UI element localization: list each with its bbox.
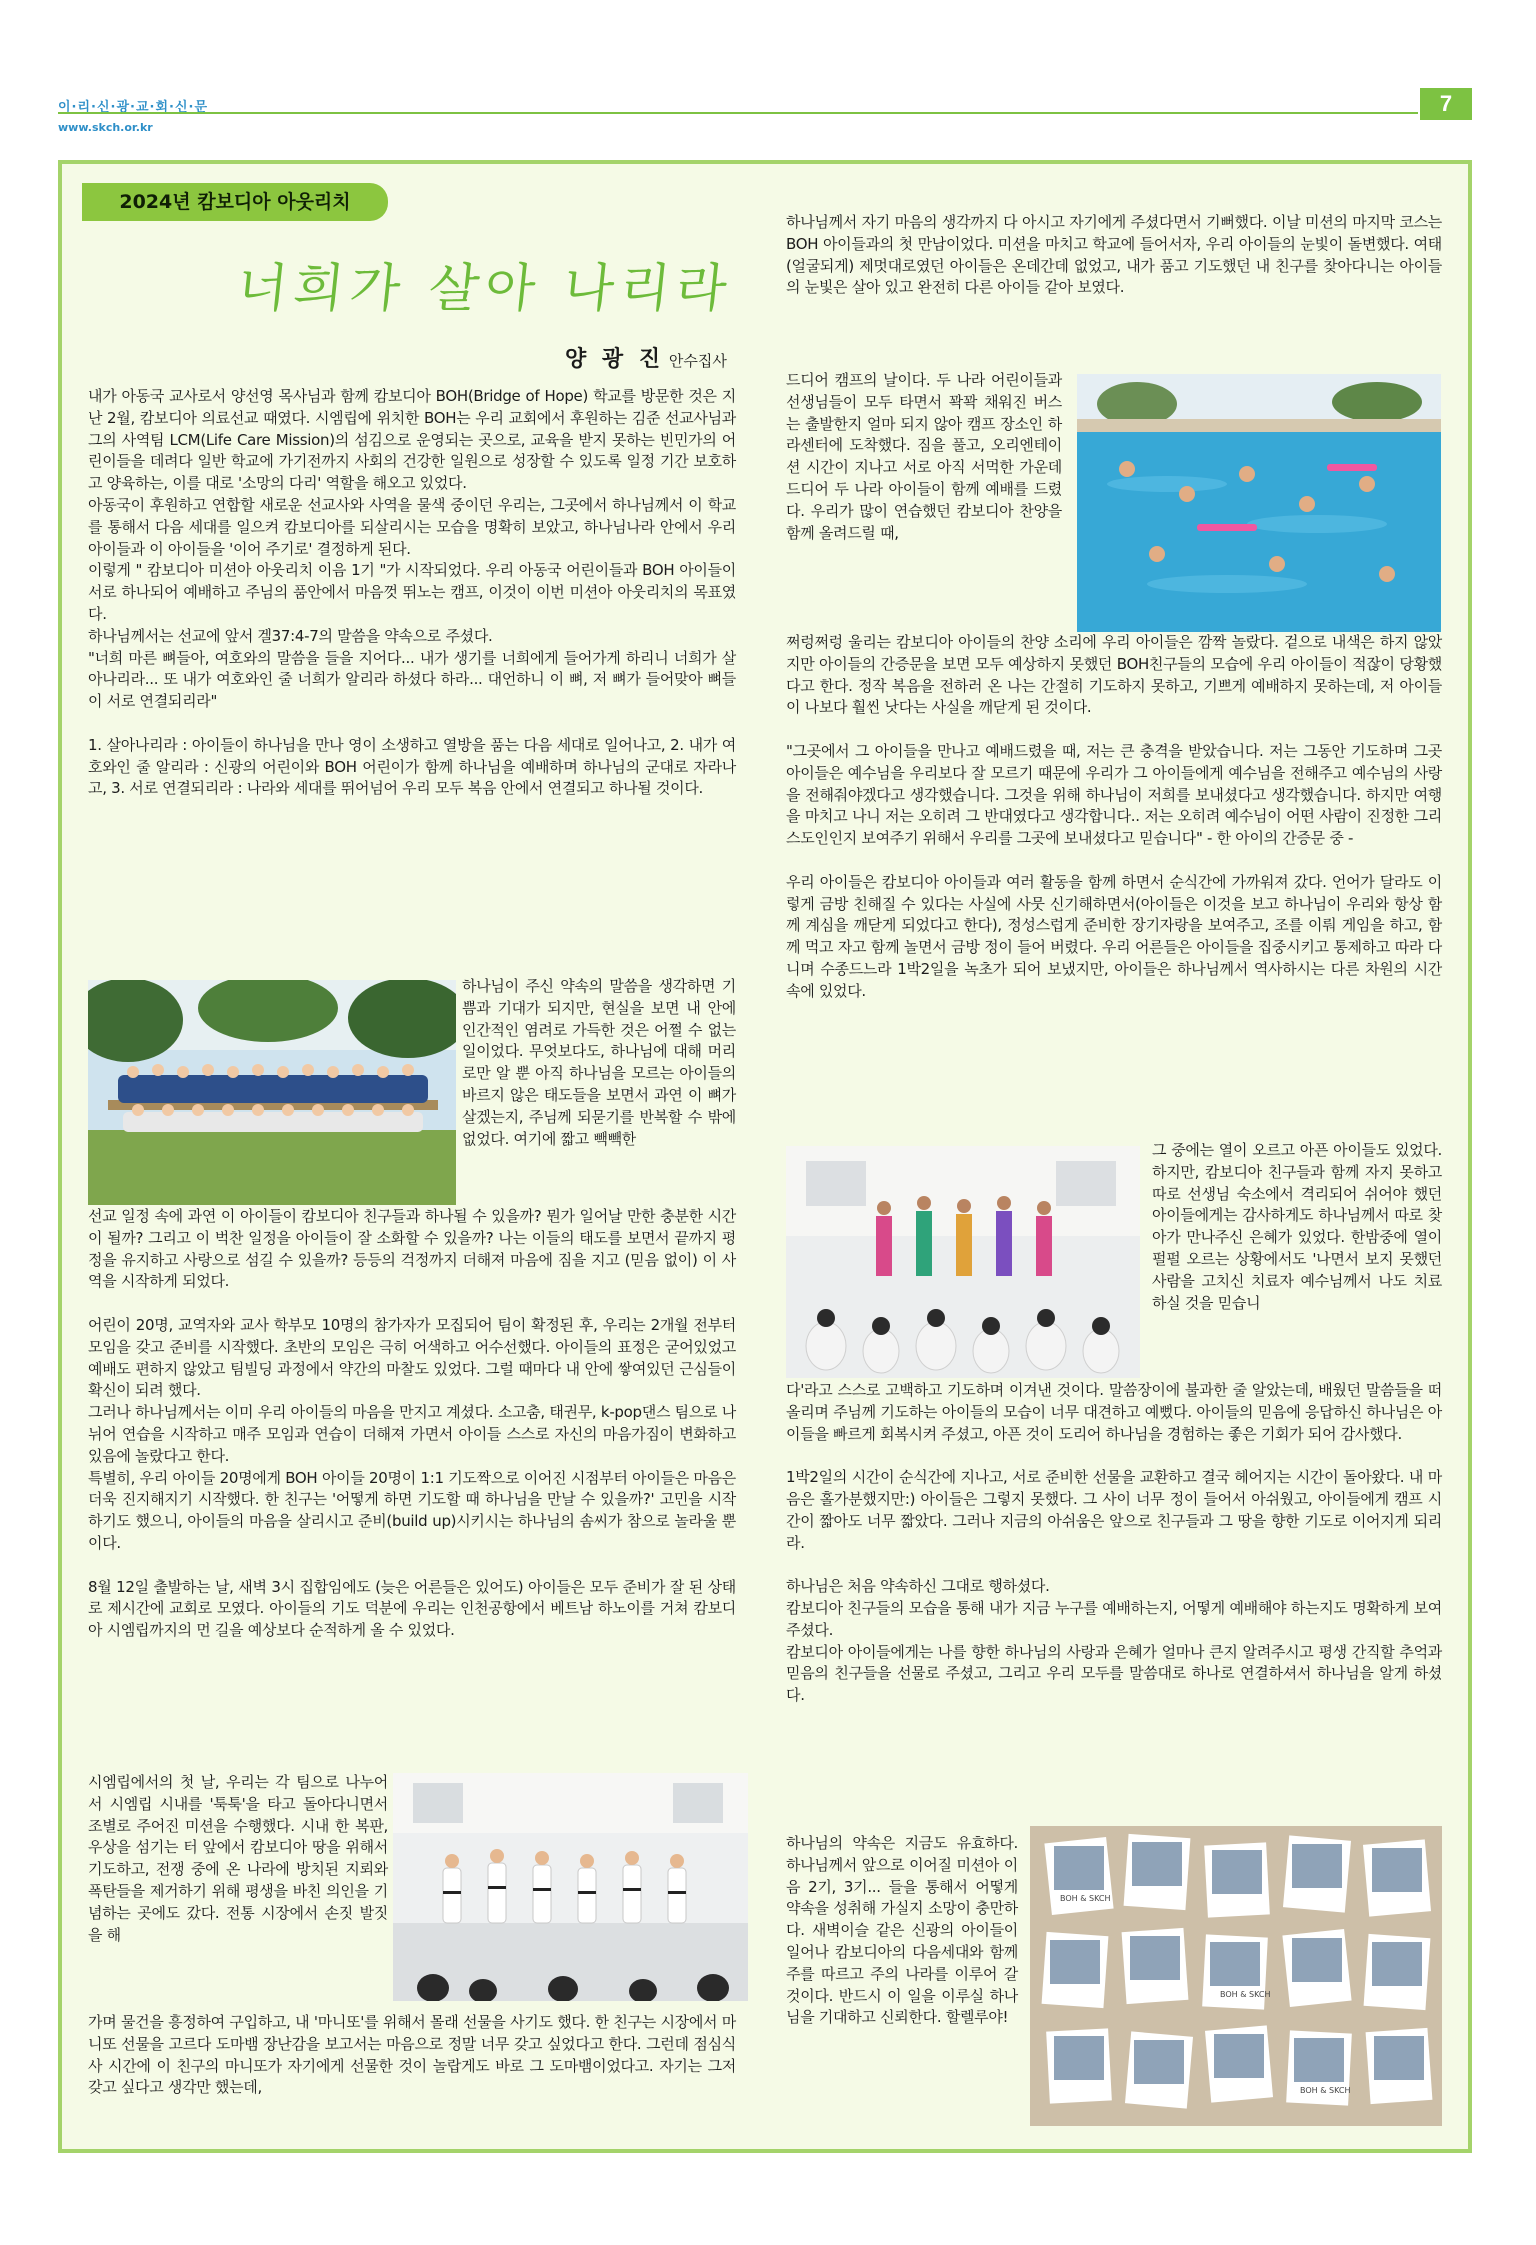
paragraph: 하나님의 약속은 지금도 유효하다. 하나님께서 앞으로 이어질 미션아 이음 2기, 3기... 들을 통해서 어떻게 약속을 성취해 가실지 소망이 충만하다. 새벽이슬 같은 신광의 아이들이 일어나 캄보디아의 다음세대와 함께 주를 따르고 주의 나라를 이루어 갈 것이다. 반드시 이 일을 이루실 하나님을 기대하고 신뢰한다. 할렐루야!: [786, 1834, 1018, 2027]
paragraph: 드디어 캠프의 날이다. 두 나라 어린이들과 선생님들이 모두 타면서 꽉꽉 채워진 버스는 출발한지 얼마 되지 않아 캠프 장소인 하라센터에 도착했다. 짐을 풀고, 오리엔테이션 시간이 지나고 서로 아직 서먹한 가운데 드디어 두 나라 아이들이 함께 예배를 드렸다. 우리가 많이 연습했던 캄보디아 찬양을 함께 올려드릴 때,: [786, 371, 1062, 542]
col1-bottom: [88, 2012, 736, 2099]
paragraph: 그 중에는 열이 오르고 아픈 아이들도 있었다. 하지만, 캄보디아 친구들과 함께 자지 못하고 따로 선생님 숙소에서 격리되어 쉬어야 했던 아이들에게는 감사하게도 하나님께서 따로 찾아가 만나주신 은혜가 있었다. 한밤중에 열이 펄펄 오르는 상황에서도 '나면서 보지 못했던 사람을 고치신 치료자 예수님께서 나도 치료하실 것을 믿습니: [1152, 1141, 1442, 1312]
paragraph: 캄보디아 아이들에게는 나를 향한 하나님의 사랑과 은혜가 얼마나 큰지 알려주시고 평생 간직할 추억과 믿음의 친구들을 선물로 주셨고, 그리고 우리 모두를 말씀대로 하나로 연결하셔서 하나님을 알게 하셨다.: [786, 1642, 1442, 1705]
paragraph: 8월 12일 출발하는 날, 새벽 3시 집합임에도 (늦은 어른들은 있어도) 아이들은 모두 준비가 잘 된 상태로 제시간에 교회로 모였다. 아이들의 기도 덕분에 우리는 인천공항에서 베트남 하노이를 거쳐 캄보디아 시엠립까지의 먼 길을 예상보다 순적하게 올 수 있었다.: [88, 1577, 736, 1640]
col2-after-pool-photo: [786, 632, 1442, 1003]
paragraph: 1. 살아나리라 : 아이들이 하나님을 만나 영이 소생하고 열방을 품는 다음 세대로 일어나고, 2. 내가 여호와인 줄 알리라 : 신광의 어린이와 BOH 어린이가 함께 하나님을 예배하며 하나님의 군대로 자라나고, 3. 서로 연결되리라 : 나라와 세대를 뛰어넘어 우리 모두 복음 안에서 연결되고 하나될 것이다.: [88, 735, 736, 798]
author-role: 안수집사: [668, 352, 727, 370]
paragraph: 1박2일의 시간이 순식간에 지나고, 서로 준비한 선물을 교환하고 결국 헤어지는 시간이 돌아왔다. 내 마음은 홀가분했지만:) 아이들은 그렇지 못했다. 그 사이 너무 정이 들어서 아쉬웠고, 아이들에게 캠프 시간이 짧아도 너무 짧았다. 그러나 지금의 아쉬움은 앞으로 친구들과 그 땅을 향한 기도로 이어지게 되리라.: [786, 1468, 1442, 1552]
pool-photo: [1077, 374, 1441, 632]
paragraph: 하나님께서는 선교에 앞서 겔37:4-7의 말씀을 약속으로 주셨다.: [88, 626, 493, 645]
col1-middle: [88, 1206, 736, 1642]
col2-beside-pool-photo: [786, 370, 1062, 544]
paragraph: 내가 아동국 교사로서 양선영 목사님과 함께 캄보디아 BOH(Bridge of Hope) 학교를 방문한 것은 지난 2월, 캄보디아 의료선교 때였다. 시엠립에 위치한 BOH는 우리 교회에서 후원하는 김준 선교사님과 그의 사역팀 LCM(Life Care Mission)의 섬김으로 운영되는 곳으로, 교육을 받지 못하는 빈민가의 어린이들을 데려다 일반 학교에 가기전까지 사회의 건강한 일원으로 성장할 수 있도록 일정 기간 보호하고 양육하는, 이를 대로 '소망의 다리' 역할을 해오고 있었다.: [88, 387, 736, 493]
paragraph: 어린이 20명, 교역자와 교사 학부모 10명의 참가자가 모집되어 팀이 확정된 후, 우리는 2개월 전부터 모임을 갖고 준비를 시작했다. 초반의 모임은 극히 어색하고 어수선했다. 아이들의 표정은 굳어있었고 예배도 편하지 않았고 팀빌딩 과정에서 약간의 마찰도 있었다. 그럴 때마다 내 안에 쌓여있던 근심들이 확신이 되려 했다.: [88, 1315, 736, 1400]
paragraph: 아동국이 후원하고 연합할 새로운 선교사와 사역을 물색 중이던 우리는, 그곳에서 하나님께서 이 학교를 통해서 다음 세대를 일으켜 캄보디아를 되살리시는 모습을 명확히 보았고, 하나님나라 안에서 우리 아이들과 이 아이들을 '이어 주기로' 결정하게 된다.: [88, 495, 736, 558]
polaroid-collage: [1030, 1826, 1442, 2126]
paragraph: 하나님께서 자기 마음의 생각까지 다 아시고 자기에게 주셨다면서 기뻐했다. 이날 미션의 마지막 코스는 BOH 아이들과의 첫 만남이었다. 미션을 마치고 학교에 들어서자, 우리 아이들의 눈빛이 돌변했다. 여태 (얼굴되게) 제멋대로였던 아이들은 온데간데 없었고, 내가 품고 기도했던 내 친구를 찾아다니는 아이들의 눈빛은 살아 있고 완전히 다른 아이들 같아 보였다.: [786, 213, 1442, 297]
page-number: 7: [1420, 88, 1472, 120]
article-title: 너희가 살아 나리라: [234, 259, 736, 319]
paragraph: 쩌렁쩌렁 울리는 캄보디아 아이들의 찬양 소리에 우리 아이들은 깜짝 놀랐다. 겉으로 내색은 하지 않았지만 아이들의 간증문을 보면 모두 예상하지 못했던 BOH친구들의 모습에 우리 아이들이 적잖이 당황했다고 한다. 정작 복음을 전하러 온 나는 간절히 기도하지 못하고, 기쁘게 예배하지 못하는데, 저 아이들이 나보다 훨씬 낫다는 사실을 깨닫게 된 것이다.: [786, 633, 1442, 717]
paragraph: 우리 아이들은 캄보디아 아이들과 여러 활동을 함께 하면서 순식간에 가까워져 갔다. 언어가 달라도 이렇게 금방 친해질 수 있다는 사실에 사뭇 신기해하면서(아이들은 이것을 보고 하나님이 우리와 항상 함께 계심을 깨닫게 되었다고 한다), 정성스럽게 준비한 장기자랑을 보여주고, 조를 이뤄 게임을 하고, 함께 먹고 자고 함께 놀면서 금방 정이 들어 버렸다. 우리 어른들은 아이들을 집중시키고 통제하고 따라 다니며 수종드느라 1박2일을 녹초가 되어 보냈지만, 아이들은 하나님께서 역사하시는 다른 차원의 시간 속에 있었다.: [786, 872, 1442, 1000]
paragraph: 선교 일정 속에 과연 이 아이들이 캄보디아 친구들과 하나될 수 있을까? 뭔가 일어날 만한 충분한 시간이 될까? 그리고 이 벅찬 일정을 아이들이 잘 소화할 수 있을까? 나는 이들의 태도를 보면서 끝까지 평정을 유지하고 사랑으로 섬길 수 있을까? 등등의 걱정까지 더해져 마음에 짐을 지고 (믿음 없이) 이 사역을 시작하게 되었다.: [88, 1207, 736, 1291]
header-divider: [58, 112, 1418, 114]
polaroid-caption: BOH & SKCH: [1300, 2086, 1351, 2095]
publication-name: 이·리·신·광·교·회·신·문: [58, 100, 209, 115]
paragraph: 가며 물건을 흥정하여 구입하고, 내 '마니또'를 위해서 몰래 선물을 사기도 했다. 한 친구는 시장에서 마니또 선물을 고르다 도마뱀 장난감을 보고서는 마음으로 정말 너무 갖고 싶었다고 한다. 그런데 점심식사 시간에 이 친구의 마니또가 자기에게 선물한 것이 놀랍게도 바로 그 도마뱀이었다고. 자기는 그저 갖고 싶다고 생각만 했는데,: [88, 2013, 736, 2097]
author-name: 양 광 진: [565, 347, 665, 372]
paragraph: 그러나 하나님께서는 이미 우리 아이들의 마음을 만지고 계셨다. 소고춤, 태권무, k-pop댄스 팀으로 나뉘어 연습을 시작하고 매주 모임과 연습이 더해져 가면서 아이들 스스로 자신의 마음가짐이 변화하고 있음에 놀랐다고 한다.: [88, 1403, 736, 1465]
col2-beside-dance-photo: [1152, 1140, 1442, 1314]
paragraph: 다'라고 스스로 고백하고 기도하며 이겨낸 것이다. 말씀장이에 불과한 줄 알았는데, 배웠던 말씀들을 떠올리며 주님께 기도하는 아이들의 모습이 너무 대견하고 예뻤다. 아이들의 믿음에 응답하신 하나님은 아이들을 빠르게 회복시켜 주셨고, 아픈 것이 도리어 하나님을 경험하는 좋은 기회가 되어 감사했다.: [786, 1381, 1442, 1443]
paragraph: 특별히, 우리 아이들 20명에게 BOH 아이들 20명이 1:1 기도짝으로 이어진 시점부터 아이들은 마음은 더욱 진지해지기 시작했다. 한 친구는 '어떻게 하면 기도할 때 하나님을 만날 수 있을까?' 고민을 시작하기도 했으니, 아이들의 마음을 살리시고 준비(build up)시키시는 하나님의 솜씨가 참으로 놀라울 뿐이다.: [88, 1468, 736, 1552]
col1-beside-taekwondo-photo: [88, 1772, 388, 1946]
taekwondo-photo: [393, 1773, 748, 2001]
group-photo: [88, 980, 456, 1205]
scripture-quote: "너희 마른 뼈들아, 여호와의 말씀을 들을 지어다... 내가 생기를 너희에게 들어가게 하리니 너희가 살아나리라... 또 내가 여호와인 줄 너희가 알리라 하셨다 하라... 대언하니 이 뼈, 저 뼈가 들어맞아 뼈들이 서로 연결되리라": [88, 648, 736, 711]
author-byline: [565, 342, 727, 373]
col2-intro: [786, 212, 1442, 299]
paragraph: 캄보디아 친구들의 모습을 통해 내가 지금 누구를 예배하는지, 어떻게 예배해야 하는지도 명확하게 보여주셨다.: [786, 1598, 1442, 1639]
col1-intro: [88, 386, 736, 800]
polaroid-caption: BOH & SKCH: [1220, 1990, 1271, 1999]
publication-url[interactable]: www.skch.or.kr: [58, 121, 153, 134]
dance-photo: [786, 1146, 1140, 1378]
col1-beside-group-photo: [462, 976, 736, 1150]
col2-after-dance-photo: [786, 1380, 1442, 1707]
testimony-quote: "그곳에서 그 아이들을 만나고 예배드렸을 때, 저는 큰 충격을 받았습니다. 저는 그동안 기도하며 그곳 아이들은 예수님을 우리보다 잘 모르기 때문에 우리가 그 아이들에게 예수님을 전해주고 예수님의 사랑을 전해줘야겠다고 생각했습니다. 그것을 위해 하나님이 저희를 보내셨다고 생각했습니다. 하지만 여행을 마치고 나니 저는 오히려 그 반대였다고 생각합니다.. 저는 오히려 예수님이 어떤 사람이 진정한 그리스도인인지 보여주기 위해서 우리를 그곳에 보내셨다고 믿습니다" - 한 아이의 간증문 중 -: [786, 741, 1442, 848]
paragraph: 이렇게 " 캄보디아 미션아 아웃리치 이음 1기 "가 시작되었다. 우리 아동국 어린이들과 BOH 아이들이 서로 하나되어 예배하고 주님의 품안에서 마음껏 뛰노는 캠프, 이것이 이번 미션아 아웃리치의 목표였다.: [88, 561, 736, 623]
section-badge: 2024년 캄보디아 아웃리치: [82, 183, 388, 221]
paragraph: 하나님은 처음 약속하신 그대로 행하셨다.: [786, 1577, 1050, 1596]
polaroid-caption: BOH & SKCH: [1060, 1894, 1111, 1903]
paragraph: 시엠립에서의 첫 날, 우리는 각 팀으로 나누어서 시엠립 시내를 '툭툭'을 타고 돌아다니면서 조별로 주어진 미션을 수행했다. 시내 한 복판, 우상을 섬기는 터 앞에서 캄보디아 땅을 위해서 기도하고, 전쟁 중에 온 나라에 방치된 지뢰와 폭탄들을 제거하기 위해 평생을 바친 의인을 기념하는 곳에도 갔다. 전통 시장에서 손짓 발짓을 해: [88, 1773, 388, 1944]
col2-final: [786, 1833, 1018, 2029]
paragraph: 하나님이 주신 약속의 말씀을 생각하면 기쁨과 기대가 되지만, 현실을 보면 내 안에 인간적인 염려로 가득한 것은 어쩔 수 없는 일이었다. 무엇보다도, 하나님에 대해 머리로만 알 뿐 아직 하나님을 모르는 아이들의 바르지 않은 태도들을 보면서 과연 이 뼈가 살겠는지, 주님께 되묻기를 반복할 수 밖에 없었다. 여기에 짧고 빽빽한: [462, 977, 736, 1148]
